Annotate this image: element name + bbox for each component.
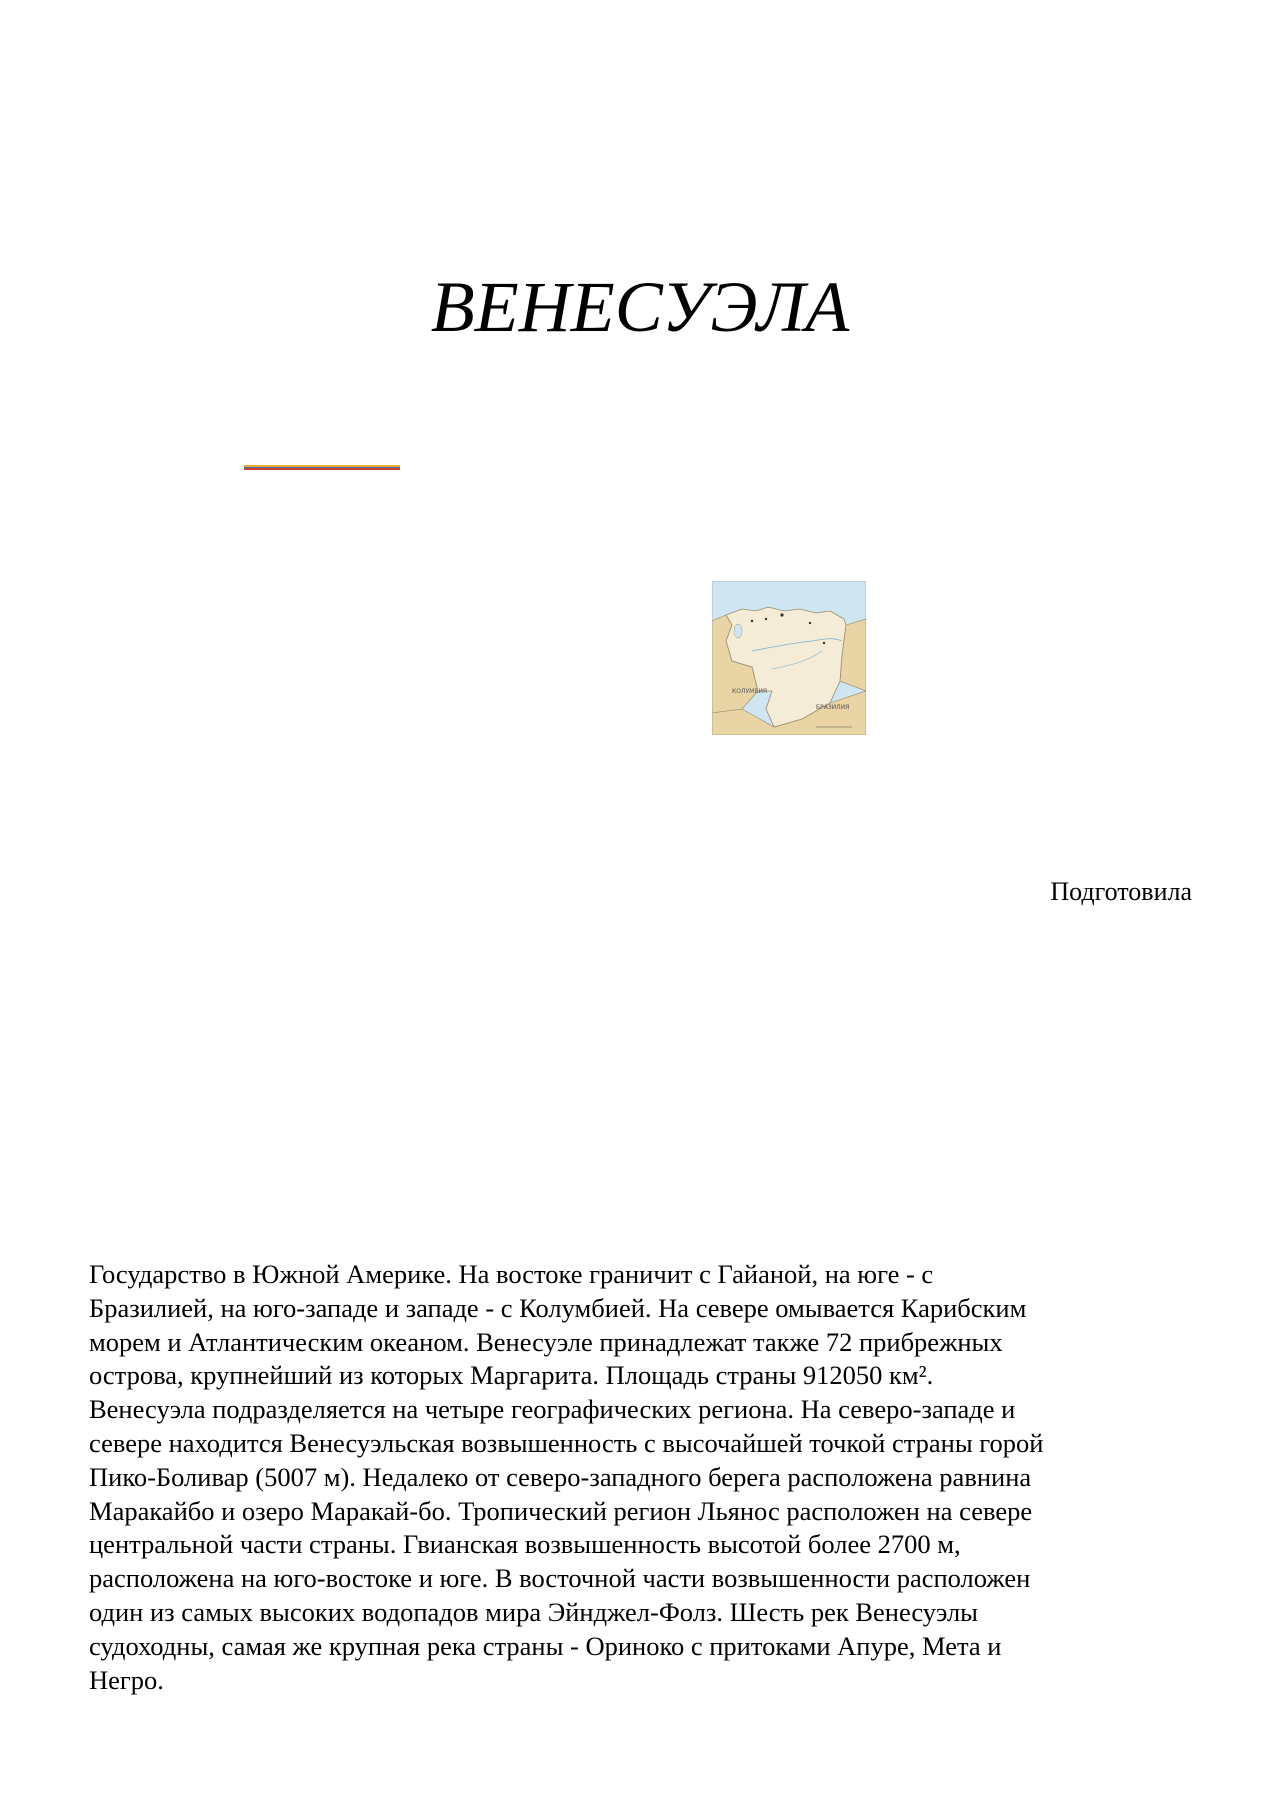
prepared-by-label: Подготовила — [1050, 877, 1192, 906]
venezuela-map-icon — [712, 581, 866, 735]
body-line: Государство в Южной Америке. На востоке граничит с Гайаной, на юге - с — [89, 1259, 934, 1289]
map-label-brazil: БРАЗИЛИЯ — [816, 704, 850, 711]
map-label-colombia: КОЛУМБИЯ — [732, 688, 768, 695]
body-line: центральной части страны. Гвианская возвышенность высотой более 2700 м, — [89, 1529, 961, 1560]
body-line: севере находится Венесуэльская возвышенность с высочайшей точкой страны горой — [89, 1427, 1044, 1458]
body-paragraph — [89, 1258, 1199, 1697]
body-line: Маракайбо и озеро Маракай-бо. Тропический регион Льянос расположен на севере — [89, 1495, 1033, 1526]
body-line: Негро. — [89, 1664, 164, 1695]
body-line: морем и Атлантическим океаном. Венесуэле принадлежат также 72 прибрежных — [89, 1326, 1003, 1357]
body-line: Пико-Боливар (5007 м). Недалеко от северо-западного берега расположена равнина — [89, 1461, 1032, 1492]
body-line: острова, крупнейший из которых Маргарита. Площадь страны 912050 км². — [89, 1360, 934, 1391]
body-line: Венесуэла подразделяется на четыре географических региона. На северо-западе и — [89, 1394, 1016, 1425]
body-line: судоходны, самая же крупная река страны - Ориноко с притоками Апуре, Мета и — [89, 1630, 1002, 1661]
body-line: Бразилией, на юго-западе и западе - с Колумбией. На севере омывается Карибским — [89, 1292, 1027, 1323]
body-line: расположена на юго-востоке и юге. В восточной части возвышенности расположен — [89, 1563, 1031, 1594]
flag-strip-icon — [244, 465, 400, 470]
page-title: ВЕНЕСУЭЛА — [430, 267, 850, 347]
body-line: один из самых высоких водопадов мира Эйнджел-Фолз. Шесть рек Венесуэлы — [89, 1596, 978, 1627]
